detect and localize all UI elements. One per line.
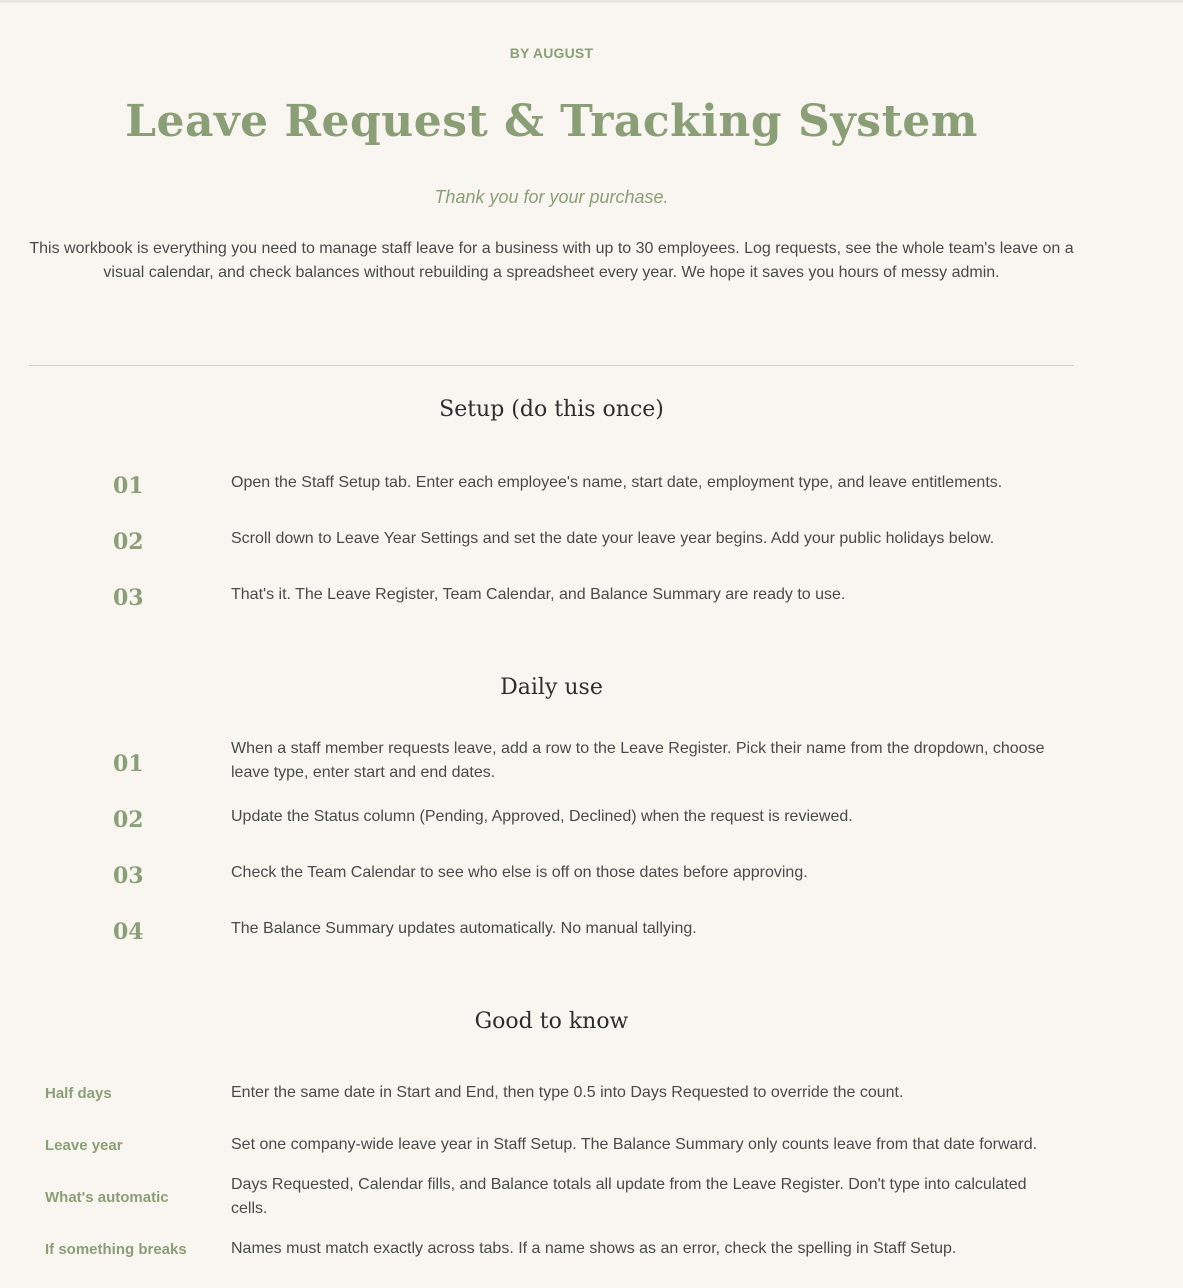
setup-step-text: That's it. The Leave Register, Team Calendar, and Balance Summary are ready to use. [231,586,846,603]
daily-step-number: 01 [113,751,144,777]
daily-step-text: When a staff member requests leave, add a row to the Leave Register. Pick their name from the dropdown, choose leave type, enter start and end dates. [231,740,1045,781]
thank-you-note: Thank you for your purchase. [434,187,669,207]
daily-step-text: The Balance Summary updates automatically. No manual tallying. [231,920,697,937]
tip-label: If something breaks [45,1241,187,1258]
page-title: Leave Request & Tracking System [125,96,978,147]
daily-step-number: 03 [113,863,144,889]
tip-text: Set one company-wide leave year in Staff Setup. The Balance Summary only counts leave from that date forward. [231,1136,1038,1153]
tip-text: Names must match exactly across tabs. If a name shows as an error, check the spelling in Staff Setup. [231,1240,957,1257]
tip-label: Half days [45,1085,112,1102]
section-divider [29,365,1074,366]
setup-step-number: 01 [113,473,144,499]
setup-step-text: Open the Staff Setup tab. Enter each employee's name, start date, employment type, and leave entitlements. [231,474,1003,491]
byline: BY AUGUST [509,45,594,61]
setup-step-text: Scroll down to Leave Year Settings and set the date your leave year begins. Add your public holidays below. [231,530,995,547]
daily-step-text: Update the Status column (Pending, Approved, Declined) when the request is reviewed. [231,808,853,825]
tip-text: Days Requested, Calendar fills, and Balance totals all update from the Leave Register. Don't type into calculated cells. [231,1176,1027,1217]
tip-label: What's automatic [45,1189,169,1206]
setup-step-number: 03 [113,585,144,611]
good-to-know-heading: Good to know [474,1009,629,1034]
intro-paragraph: This workbook is everything you need to manage staff leave for a business with up to 30 employees. Log requests, see the whole team's leave on a visual calendar, and check balances without rebuilding a spreadsheet every year. We hope it saves you hours of messy admin. [29,240,1074,281]
setup-step-number: 02 [113,529,144,555]
daily-step-number: 04 [113,919,144,945]
daily-step-text: Check the Team Calendar to see who else is off on those dates before approving. [231,864,808,881]
daily-use-heading: Daily use [500,675,603,700]
daily-step-number: 02 [113,807,144,833]
tip-label: Leave year [45,1137,123,1154]
sheet-top-border [0,0,1183,3]
setup-heading: Setup (do this once) [439,397,664,422]
tip-text: Enter the same date in Start and End, then type 0.5 into Days Requested to override the count. [231,1084,904,1101]
